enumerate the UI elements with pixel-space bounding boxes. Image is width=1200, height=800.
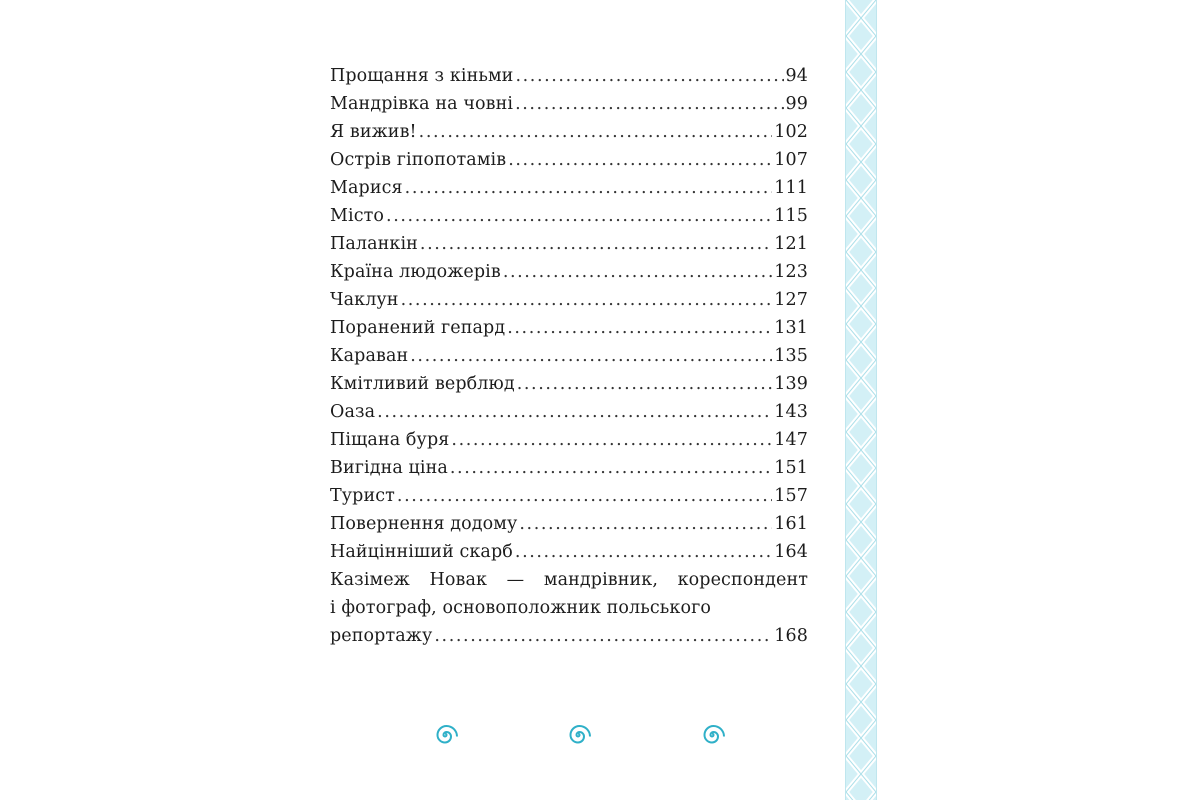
dot-leader	[419, 118, 773, 146]
toc-entry-title: Вигідна ціна	[330, 458, 448, 478]
toc-page-number: 111	[774, 178, 808, 198]
toc-entry[interactable]	[330, 258, 808, 286]
toc-entry[interactable]	[330, 342, 808, 370]
toc-page-number: 151	[774, 458, 808, 478]
dot-leader	[519, 510, 772, 538]
toc-entry-author-note[interactable]	[330, 566, 808, 650]
table-of-contents	[330, 62, 808, 650]
toc-entry-title: Країна людожерів	[330, 262, 501, 282]
dot-leader	[515, 538, 772, 566]
spiral-ornament-icon	[432, 722, 458, 748]
toc-entry[interactable]	[330, 286, 808, 314]
spiral-ornament-icon	[565, 722, 591, 748]
toc-entry[interactable]	[330, 90, 808, 118]
toc-page-number: 115	[774, 206, 808, 226]
toc-entry[interactable]	[330, 146, 808, 174]
toc-entry-title: Піщана буря	[330, 430, 450, 450]
toc-entry-title: Турист	[330, 486, 395, 506]
toc-entry-title: Чаклун	[330, 290, 399, 310]
dot-leader	[386, 202, 772, 230]
toc-page-number: 135	[774, 346, 808, 366]
toc-entry-title: репортажу	[330, 626, 433, 646]
toc-page-number: 123	[774, 262, 808, 282]
toc-entry[interactable]	[330, 118, 808, 146]
toc-page-number: 161	[774, 514, 808, 534]
toc-entry[interactable]	[330, 426, 808, 454]
toc-entry[interactable]	[330, 482, 808, 510]
toc-entry-title: Кмітливий верблюд	[330, 374, 515, 394]
toc-entry[interactable]	[330, 510, 808, 538]
toc-page-number: 168	[774, 626, 808, 646]
toc-page-number: 157	[774, 486, 808, 506]
dot-leader	[410, 342, 772, 370]
dot-leader	[434, 622, 772, 650]
toc-entry-title: Найцінніший скарб	[330, 542, 513, 562]
toc-entry[interactable]	[330, 370, 808, 398]
dot-leader	[507, 314, 772, 342]
toc-page-number: 131	[774, 318, 808, 338]
toc-entry-title: Мандрівка на човні	[330, 94, 514, 114]
lattice-pattern-icon	[846, 0, 876, 800]
toc-entry[interactable]	[330, 454, 808, 482]
toc-page-number: 102	[774, 122, 808, 142]
dot-leader	[508, 146, 772, 174]
spiral-ornament-icon	[699, 722, 725, 748]
toc-entry-line	[330, 622, 808, 650]
toc-entry-title: Паланкін	[330, 234, 418, 254]
toc-entry[interactable]	[330, 202, 808, 230]
dot-leader	[503, 258, 772, 286]
toc-page-number: 127	[774, 290, 808, 310]
dot-leader	[451, 426, 772, 454]
dot-leader	[401, 286, 773, 314]
toc-entry-title: Оаза	[330, 402, 376, 422]
dot-leader	[397, 482, 772, 510]
toc-entry-title: Я вижив!	[330, 122, 417, 142]
dot-leader	[405, 174, 773, 202]
toc-entry[interactable]	[330, 314, 808, 342]
toc-entry-title: Місто	[330, 206, 385, 226]
toc-page-number: 107	[774, 150, 808, 170]
toc-entry[interactable]	[330, 174, 808, 202]
toc-entry[interactable]	[330, 538, 808, 566]
ornament-row	[0, 722, 1200, 752]
toc-entry-title: Повернення додому	[330, 514, 518, 534]
toc-entry-title: Поранений гепард	[330, 318, 506, 338]
toc-page-number: 121	[774, 234, 808, 254]
toc-page-number: 99	[785, 94, 808, 114]
toc-page-number: 147	[774, 430, 808, 450]
toc-entry-line: Казімеж Новак — мандрівник, кореспондент	[330, 570, 808, 590]
toc-page-number: 164	[774, 542, 808, 562]
toc-page-number: 139	[774, 374, 808, 394]
toc-entry[interactable]	[330, 62, 808, 90]
dot-leader	[377, 398, 772, 426]
dot-leader	[515, 62, 783, 90]
toc-entry-line: і фотограф, основоположник польського	[330, 598, 711, 618]
toc-entry[interactable]	[330, 230, 808, 258]
dot-leader	[450, 454, 772, 482]
toc-entry-title: Марися	[330, 178, 403, 198]
dot-leader	[515, 90, 783, 118]
dot-leader	[420, 230, 772, 258]
toc-entry-title: Острів гіпопотамів	[330, 150, 507, 170]
toc-entry[interactable]	[330, 398, 808, 426]
toc-entry-title: Прощання з кіньми	[330, 66, 514, 86]
toc-entry-title: Караван	[330, 346, 409, 366]
decorative-border-strip	[845, 0, 877, 800]
dot-leader	[517, 370, 773, 398]
toc-page-number: 143	[774, 402, 808, 422]
toc-page-number: 94	[785, 66, 808, 86]
